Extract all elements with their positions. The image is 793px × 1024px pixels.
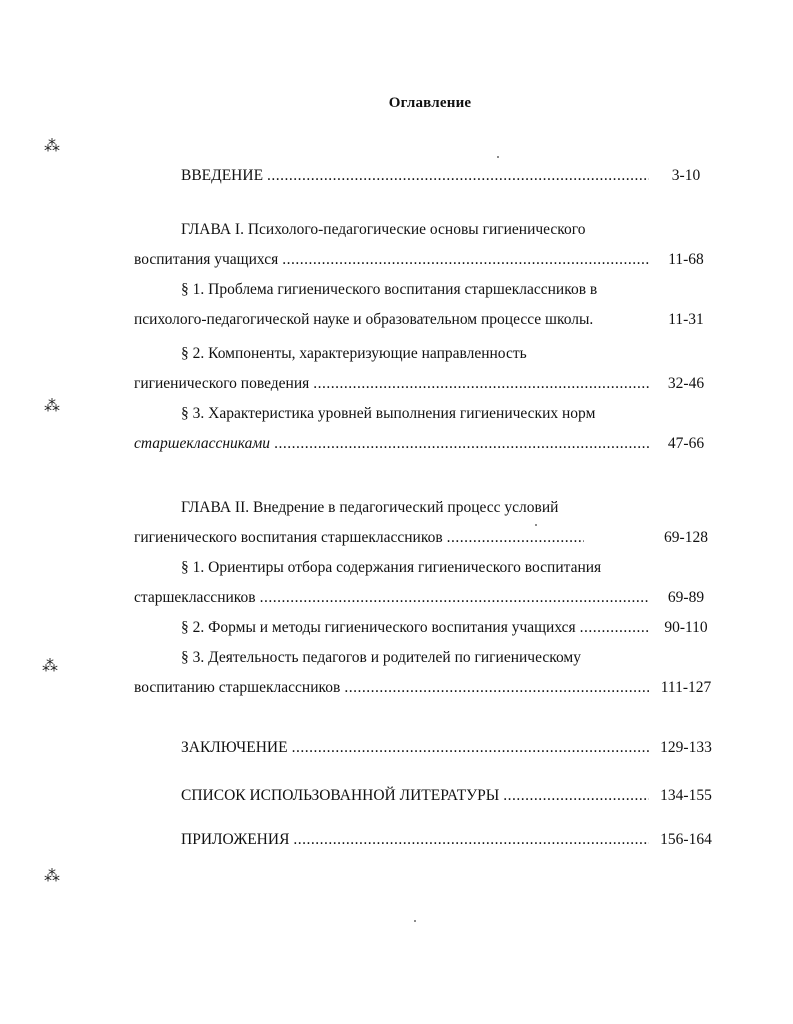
toc-entry-pages: 11-31 bbox=[668, 311, 704, 328]
toc-ch1-sec3-line1[interactable]: § 3. Характеристика уровней выполнения гигиенических норм bbox=[181, 405, 596, 422]
toc-entry-label: старшеклассниками bbox=[134, 435, 271, 452]
binding-mark-icon: ⁂ bbox=[42, 656, 58, 675]
dot-leader bbox=[260, 587, 649, 609]
binding-mark-icon: ⁂ bbox=[44, 136, 60, 155]
toc-entry-pages: 32-46 bbox=[667, 375, 705, 392]
dot-leader bbox=[293, 829, 649, 851]
toc-entry-label: гигиенического воспитания старшеклассников bbox=[134, 529, 443, 546]
toc-chapter2-line1[interactable]: ГЛАВА II. Внедрение в педагогический процесс условий bbox=[181, 499, 559, 516]
toc-ch1-sec1-line2[interactable]: психолого-педагогической науке и образовательном процессе школы. bbox=[134, 311, 594, 328]
toc-entry-pages: 47-66 bbox=[667, 435, 705, 452]
binding-mark-icon: ⁂ bbox=[44, 396, 60, 415]
scan-speck bbox=[535, 524, 537, 526]
toc-entry-references[interactable] bbox=[181, 785, 651, 807]
page-title: Оглавление bbox=[388, 95, 472, 111]
dot-leader bbox=[503, 785, 649, 807]
toc-entry-label: ПРИЛОЖЕНИЯ bbox=[181, 831, 290, 848]
toc-entry-pages: 11-68 bbox=[668, 251, 704, 268]
toc-entry-label: СПИСОК ИСПОЛЬЗОВАННОЙ ЛИТЕРАТУРЫ bbox=[181, 787, 500, 804]
toc-entry-label: воспитанию старшеклассников bbox=[134, 679, 341, 696]
dot-leader bbox=[267, 165, 649, 187]
toc-ch2-sec3-line2[interactable] bbox=[134, 677, 651, 699]
toc-entry-introduction[interactable] bbox=[181, 165, 651, 187]
dot-leader bbox=[282, 249, 649, 271]
toc-entry-conclusion[interactable] bbox=[181, 737, 651, 759]
toc-ch1-sec3-line2[interactable] bbox=[134, 433, 651, 455]
toc-ch2-sec1-line2[interactable] bbox=[134, 587, 651, 609]
toc-ch2-sec3-line1[interactable]: § 3. Деятельность педагогов и родителей по гигиеническому bbox=[181, 649, 581, 666]
dot-leader bbox=[447, 527, 584, 549]
binding-mark-icon: ⁂ bbox=[44, 866, 60, 885]
dot-leader bbox=[344, 677, 649, 699]
toc-entry-label: ЗАКЛЮЧЕНИЕ bbox=[181, 739, 288, 756]
toc-entry-pages: 69-89 bbox=[667, 589, 705, 606]
dot-leader bbox=[292, 737, 649, 759]
dot-leader bbox=[274, 433, 649, 455]
toc-ch2-sec2-line1[interactable] bbox=[181, 617, 651, 639]
dot-leader bbox=[313, 373, 649, 395]
toc-entry-pages: 129-133 bbox=[660, 739, 712, 756]
toc-entry-label: воспитания учащихся bbox=[134, 251, 279, 268]
toc-chapter1-line2[interactable] bbox=[134, 249, 651, 271]
toc-entry-pages: 134-155 bbox=[660, 787, 712, 804]
toc-entry-pages: 156-164 bbox=[660, 831, 712, 848]
toc-ch1-sec1-line1[interactable]: § 1. Проблема гигиенического воспитания старшеклассников в bbox=[181, 281, 598, 298]
scan-speck bbox=[414, 920, 416, 922]
scan-speck bbox=[497, 156, 499, 158]
toc-ch1-sec2-line1[interactable]: § 2. Компоненты, характеризующие направленность bbox=[181, 345, 527, 362]
toc-entry-pages: 90-110 bbox=[664, 619, 708, 636]
toc-ch1-sec2-line2[interactable] bbox=[134, 373, 651, 395]
toc-chapter2-line2[interactable] bbox=[134, 527, 586, 549]
toc-ch2-sec1-line1[interactable]: § 1. Ориентиры отбора содержания гигиенического воспитания bbox=[181, 559, 602, 576]
toc-entry-pages: 3-10 bbox=[671, 167, 701, 184]
toc-entry-label: старшеклассников bbox=[134, 589, 256, 606]
toc-entry-pages: 111-127 bbox=[660, 679, 712, 696]
dot-leader bbox=[580, 617, 649, 639]
toc-entry-pages: 69-128 bbox=[664, 529, 708, 546]
toc-entry-label: ВВЕДЕНИЕ bbox=[181, 167, 264, 184]
toc-entry-label: гигиенического поведения bbox=[134, 375, 310, 392]
toc-chapter1-line1[interactable]: ГЛАВА I. Психолого-педагогические основы гигиенического bbox=[181, 221, 586, 238]
toc-entry-appendix[interactable] bbox=[181, 829, 651, 851]
toc-entry-label: § 2. Формы и методы гигиенического воспитания учащихся bbox=[181, 619, 576, 636]
